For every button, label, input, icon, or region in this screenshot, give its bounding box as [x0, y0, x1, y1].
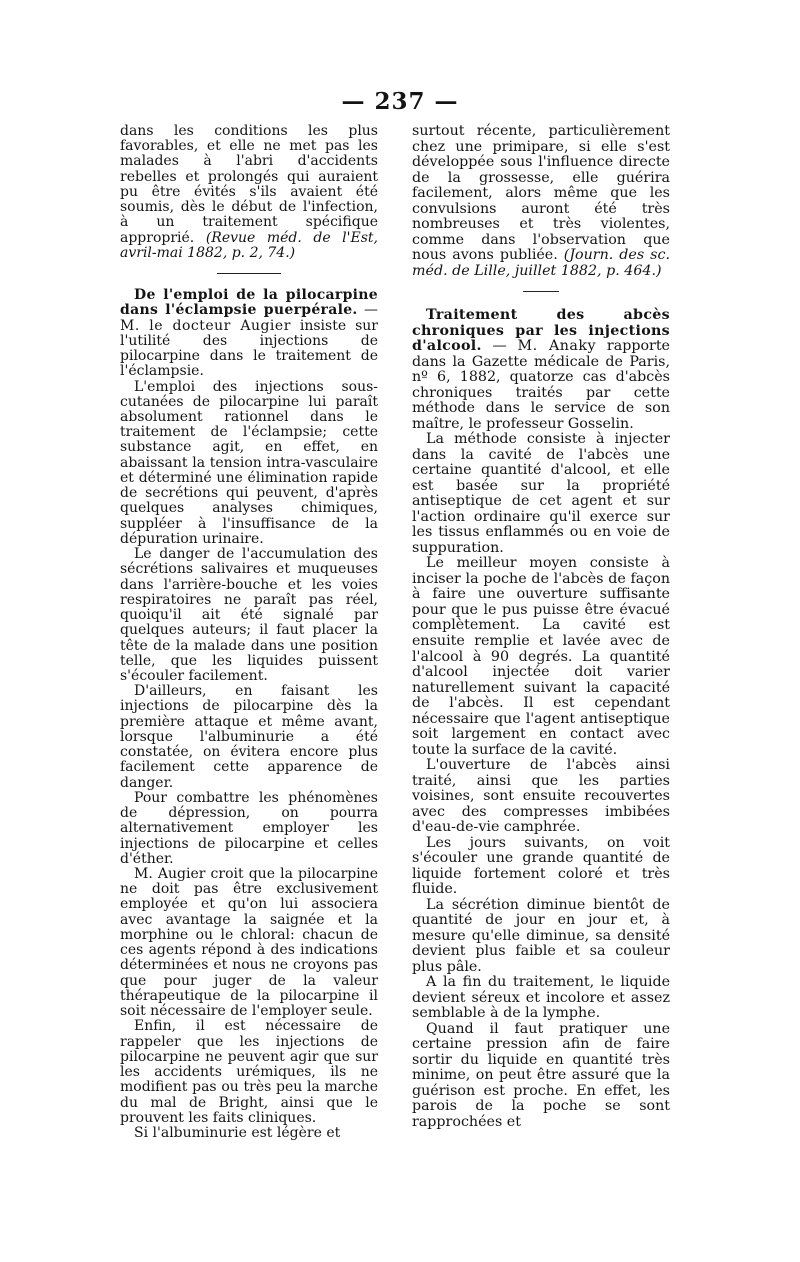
paragraph: L'emploi des injections sous-cutanées de pilocarpine lui paraît absolument rationnel dans le traitement de l'éclampsie; cette substance agit, en effet, en abaissant la tension intra-vasculaire et déterminé une élimination rapide de secrétions qui peuvent, d'après quelques analyses chimiques, suppléer à l'insuffisance de la dépuration urinaire.: [120, 378, 378, 547]
section-divider: [523, 291, 559, 292]
article-lead: rapporte dans la Gazette médicale de Paris, nº 6, 1882, quatorze cas d'abcès chroniques traités par cette méthode dans le service de son maître, le professeur Gosselin.: [412, 338, 670, 432]
paragraph: La sécrétion diminue bientôt de quantité de jour en jour et, à mesure qu'elle diminue, sa densité devient plus faible et sa couleur plus pâle.: [412, 896, 670, 975]
paragraph: La méthode consiste à injecter dans la cavité de l'abcès une certaine quantité d'alcool, et elle est basée sur la propriété antiseptique de cet agent et sur l'action ordinaire qu'il exerce sur les tissus enflammés ou en voie de suppuration.: [412, 431, 670, 556]
paragraph: Les jours suivants, on voit s'écouler une grande quantité de liquide fortement coloré et très fluide.: [412, 834, 670, 898]
continuation-paragraph: [412, 124, 670, 279]
article-lead: insiste sur l'utilité des injections de pilocarpine dans le traitement de l'éclampsie.: [120, 317, 378, 380]
article-title: Traitement des abcès chroniques par les injections d'alcool.: [412, 307, 670, 355]
intro-citation: (Revue méd. de l'Est, avril-mai 1882, p. 2, 74.): [120, 229, 378, 261]
right-column: [412, 124, 670, 1130]
paragraph: L'ouverture de l'abcès ainsi traité, ainsi que les parties voisines, sont ensuite recouvertes avec des compresses imbibées d'eau-de-vie camphrée.: [412, 757, 670, 836]
paragraph: A la fin du traitement, le liquide devient séreux et incolore et assez semblable à de la lymphe.: [412, 974, 670, 1022]
article-heading-paragraph: [120, 288, 378, 379]
paragraph: Enfin, il est nécessaire de rappeler que les injections de pilocarpine ne peuvent agir que sur les accidents urémiques, ils ne modifient pas ou très peu la marche du mal de Bright, ainsi que le prouvent les faits cliniques.: [120, 1018, 378, 1126]
intro-text: dans les conditions les plus favorables, et elle ne met pas les malades à l'abri d'accidents rebelles et prolongés qui auraient pu être évités s'ils avaient été soumis, dès le début de l'infection, à un traitement spécifique approprié.: [120, 123, 378, 246]
paragraph: Pour combattre les phénomènes de dépression, on pourra alternativement employer les injections de pilocarpine et celles d'éther.: [120, 789, 378, 867]
paragraph: Quand il faut pratiquer une certaine pression afin de faire sortir du liquide en quantité très minime, on peut être assuré que la guérison est proche. En effet, les parois de la poche se sont rapprochées et: [412, 1020, 670, 1130]
article-heading-paragraph: [412, 308, 670, 432]
article-title: De l'emploi de la pilocarpine dans l'éclampsie puerpérale.: [120, 287, 378, 319]
article-author: M. Anaky: [517, 338, 597, 355]
paragraph: M. Augier croit que la pilocarpine ne doit pas être exclusivement employée et qu'on lui associera avec avantage la saignée et la morphine ou le chloral: chacun de ces agents répond à des indications déterminées et nous ne croyons pas que pour juger de la valeur thérapeutique de la pilocarpine il soit nécessaire de l'employer seule.: [120, 866, 378, 1020]
section-divider: [217, 273, 281, 274]
intro-paragraph: [120, 124, 378, 261]
continuation-text: surtout récente, particulièrement chez une primipare, si elle s'est développée sous l'influence directe de la grossesse, elle guérira facilement, alors même que les convulsions auront été très nombreuses et très violentes, comme dans l'observation que nous avons publiée.: [412, 123, 670, 264]
article-author: M. le docteur Augier: [120, 317, 291, 334]
title-dash: —: [481, 338, 518, 355]
continuation-citation: (Journ. des sc. méd. de Lille, juillet 1882, p. 464.): [412, 247, 670, 279]
page-number: — 237 —: [341, 88, 459, 115]
paragraph: Le meilleur moyen consiste à inciser la poche de l'abcès de façon à faire une ouverture suffisante pour que le pus puisse être évacué complètement. La cavité est ensuite remplie et lavée avec de l'alcool à 90 degrés. La quantité d'alcool injectée doit varier naturellement suivant la capacité de l'abcès. Il est cependant nécessaire que l'agent antiseptique soit largement en contact avec toute la surface de la cavité.: [412, 555, 670, 758]
paragraph: D'ailleurs, en faisant les injections de pilocarpine dès la première attaque et même avant, lorsque l'albuminurie a été constatée, on évitera encore plus facilement cette apparence de danger.: [120, 683, 378, 791]
paragraph: Le danger de l'accumulation des sécrétions salivaires et muqueuses dans l'arrière-bouche et les voies respiratoires ne paraît pas réel, quoiqu'il ait été signalé par quelques auteurs; il faut placer la tête de la malade dans une position telle, que les liquides puissent s'écouler facilement.: [120, 546, 378, 684]
paragraph: Si l'albuminurie est légère et: [134, 1125, 341, 1141]
title-dash: —: [357, 302, 379, 319]
left-column: [120, 124, 378, 1141]
